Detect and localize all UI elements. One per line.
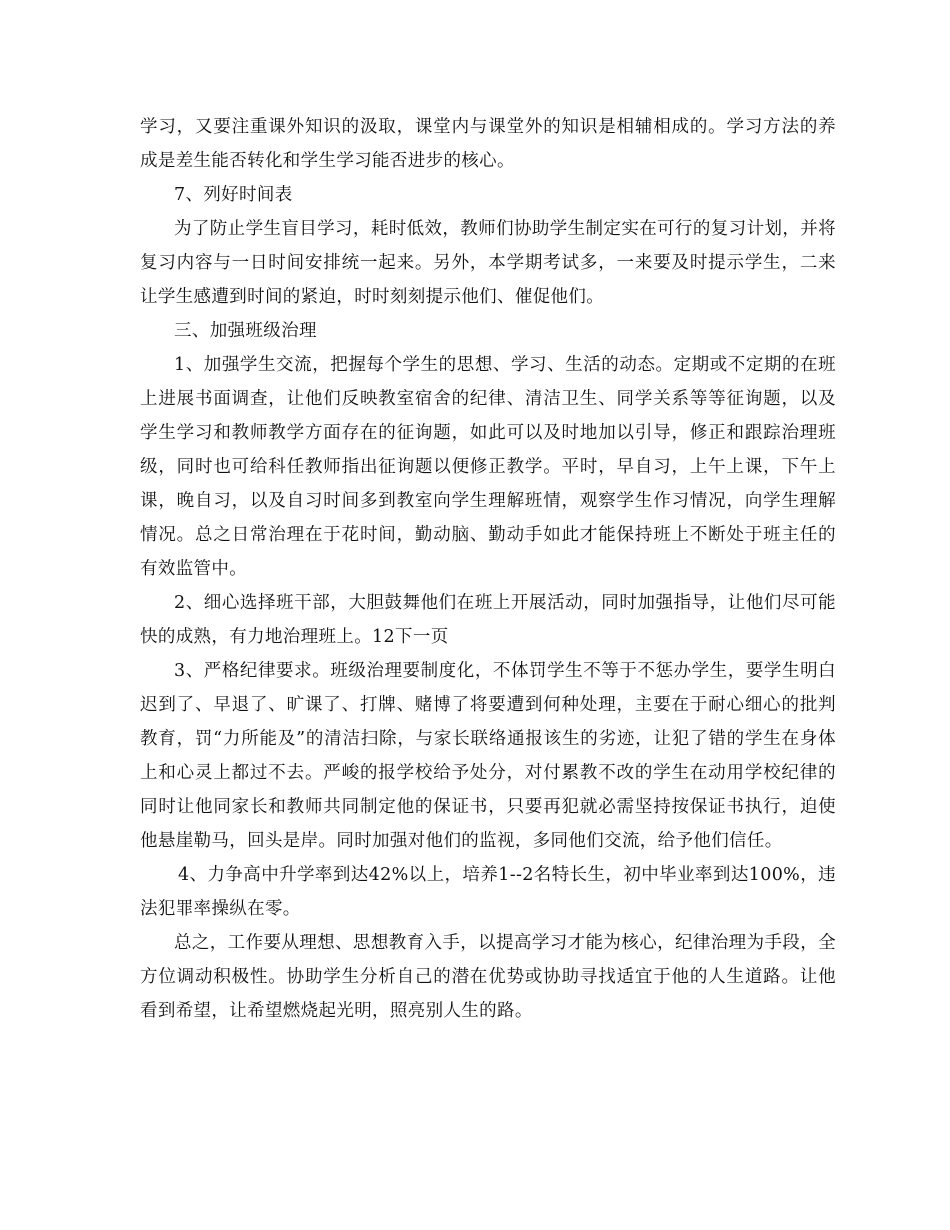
paragraph-discipline: 3、严格纪律要求。班级治理要制度化，不体罚学生不等于不惩办学生，要学生明白迟到了、早退了、旷课了、打牌、赌博了将要遭到何种处理，主要在于耐心细心的批判教育，罚“力所能及”的清洁扫除，与家长联络通报该生的劣迹，让犯了错的学生在身体上和心灵上都过不去。严峻的报学校给予处分，对付累教不改的学生在动用学校纪律的同时让他同家长和教师共同制定他的保证书，只要再犯就必需坚持按保证书执行，迫使他悬崖勒马，回头是岸。同时加强对他们的监视，多同他们交流，给予他们信任。 <box>140 661 836 851</box>
paragraph-class-cadres: 2、细心选择班干部，大胆鼓舞他们在班上开展活动，同时加强指导，让他们尽可能快的成熟，有力地治理班上。12下一页 <box>140 593 836 647</box>
paragraph-review-plan: 为了防止学生盲目学习，耗时低效，教师们协助学生制定实在可行的复习计划，并将复习内容与一日时间安排统一起来。另外，本学期考试多，一来要及时提示学生，二来让学生感遭到时间的紧迫，时时刻刻提示他们、催促他们。 <box>140 219 836 307</box>
paragraph-goals: 4、力争高中升学率到达42%以上，培养1--2名特长生，初中毕业率到达100%，违法犯罪率操纵在零。 <box>140 865 836 919</box>
paragraph-student-communication: 1、加强学生交流，把握每个学生的思想、学习、生活的动态。定期或不定期的在班上进展书面调查，让他们反映教室宿舍的纪律、清洁卫生、同学关系等等征询题，以及学生学习和教师教学方面存在的征询题，如此可以及时地加以引导，修正和跟踪治理班级，同时也可给科任教师指出征询题以便修正教学。平时，早自习，上午上课，下午上课，晚自习，以及自习时间多到教室向学生理解班情，观察学生作习情况，向学生理解情况。总之日常治理在于花时间，勤动脑、勤动手如此才能保持班上不断处于班主任的有效监管中。 <box>140 355 836 579</box>
paragraph-summary: 总之，工作要从理想、思想教育入手，以提高学习才能为核心，纪律治理为手段，全方位调动积极性。协助学生分析自己的潜在优势或协助寻找适宜于他的人生道路。让他看到希望，让希望燃烧起光明，照亮别人生的路。 <box>140 933 836 1021</box>
document-page <box>140 110 836 1028</box>
heading-timetable: 7、列好时间表 <box>174 185 293 205</box>
paragraph-study-methods: 学习，又要注重课外知识的汲取，课堂内与课堂外的知识是相辅相成的。学习方法的养成是差生能否转化和学生学习能否进步的核心。 <box>140 117 836 171</box>
section-heading-class-management: 三、加强班级治理 <box>174 321 317 341</box>
